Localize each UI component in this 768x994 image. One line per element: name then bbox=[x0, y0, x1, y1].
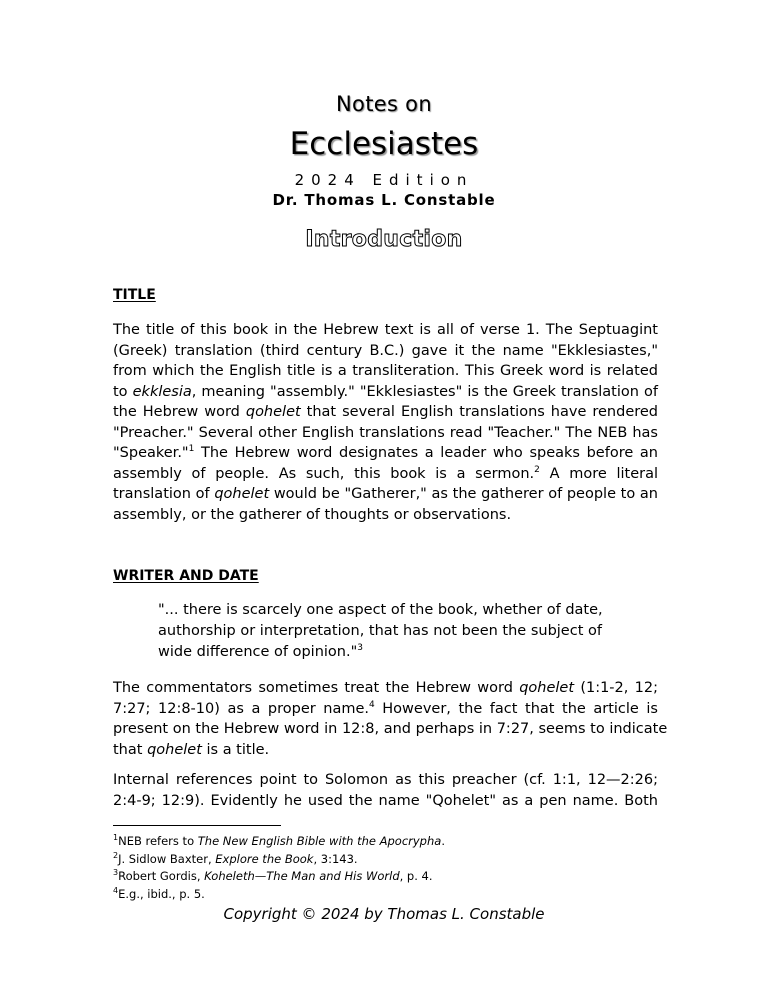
quote-line: wide difference of opinion."$^3$ bbox=[158, 643, 364, 660]
book-title: Ecclesiastes bbox=[289, 126, 479, 162]
footnote: $^3$Robert Gordis, Koheleth—The Man and His World, p. 4. bbox=[113, 868, 433, 883]
paragraph-line: the Hebrew word qohelet that several English translations have rendered bbox=[113, 404, 659, 420]
paragraph-line: The commentators sometimes treat the Hebrew word qohelet (1:1-2, 12; bbox=[113, 680, 658, 696]
title-section-heading: TITLE bbox=[113, 287, 156, 303]
paragraph-line: 7:27; 12:8-10) as a proper name.$^4$ However, the fact that the article is bbox=[113, 699, 658, 717]
paragraph-line: present on the Hebrew word in 12:8, and perhaps in 7:27, seems to indicate bbox=[113, 721, 668, 737]
paragraph-line: that qohelet is a title. bbox=[113, 741, 270, 758]
footnote: $^4$E.g., ibid., p. 5. bbox=[113, 885, 205, 901]
paragraph-line: assembly, or the gatherer of thoughts or observations. bbox=[113, 506, 512, 523]
copyright-notice: Copyright © 2024 by Thomas L. Constable bbox=[223, 905, 545, 923]
footnote-divider bbox=[113, 825, 281, 826]
italic-term: qohelet bbox=[245, 404, 301, 420]
author-name: Dr. Thomas L. Constable bbox=[272, 191, 496, 209]
paragraph-line: translation of qohelet would be "Gatherer," as the gatherer of people to an bbox=[113, 486, 658, 502]
footnote: $^2$J. Sidlow Baxter, Explore the Book, 3:143. bbox=[113, 850, 358, 866]
paragraph-line: assembly of people. As such, this book is a sermon.$^2$ A more literal bbox=[113, 464, 658, 482]
introduction-heading: Introduction bbox=[305, 227, 463, 252]
footnote-marker[interactable]: 3 bbox=[357, 643, 364, 653]
italic-term: ekklesia bbox=[132, 383, 192, 400]
writer-paragraph-2 bbox=[113, 770, 658, 811]
notes-on-heading: Notes on bbox=[336, 92, 432, 116]
paragraph-line: to ekklesia, meaning "assembly." "Ekklesiastes" is the Greek translation of bbox=[113, 383, 658, 400]
paragraph-line: "Preacher." Several other English translations read "Teacher." The NEB has bbox=[113, 424, 658, 441]
footnote-marker[interactable]: 2 bbox=[534, 464, 540, 475]
paragraph-line: (Greek) translation (third century B.C.) gave it the name "Ekklesiastes," bbox=[113, 342, 658, 359]
paragraph-line: from which the English title is a transliteration. This Greek word is related bbox=[113, 363, 658, 379]
writer-date-heading: WRITER AND DATE bbox=[113, 568, 259, 584]
footnote-marker[interactable]: 1 bbox=[188, 444, 195, 454]
italic-term: qohelet bbox=[214, 486, 270, 502]
footnote-marker[interactable]: 4 bbox=[368, 699, 375, 710]
block-quote bbox=[158, 600, 618, 663]
paragraph-line: The title of this book in the Hebrew text is all of verse 1. The Septuagint bbox=[113, 322, 658, 338]
edition-label: 2024 Edition bbox=[294, 171, 474, 189]
paragraph-line: 2:4-9; 12:9). Evidently he used the name "Qohelet" as a pen name. Both bbox=[113, 792, 658, 809]
writer-paragraph-1 bbox=[113, 678, 668, 760]
paragraph-line: Internal references point to Solomon as this preacher (cf. 1:1, 12—2:26; bbox=[113, 772, 658, 788]
footnotes bbox=[113, 833, 445, 903]
quote-line: authorship or interpretation, that has not been the subject of bbox=[158, 623, 602, 639]
title-paragraph bbox=[113, 320, 658, 525]
quote-line: "... there is scarcely one aspect of the book, whether of date, bbox=[158, 602, 603, 618]
footnote: $^1$NEB refers to The New English Bible with the Apocrypha. bbox=[113, 833, 445, 848]
italic-term: qohelet bbox=[147, 741, 202, 758]
italic-term: qohelet bbox=[519, 680, 575, 696]
paragraph-line: "Speaker."$^1$ The Hebrew word designates a leader who speaks before an bbox=[113, 444, 658, 461]
